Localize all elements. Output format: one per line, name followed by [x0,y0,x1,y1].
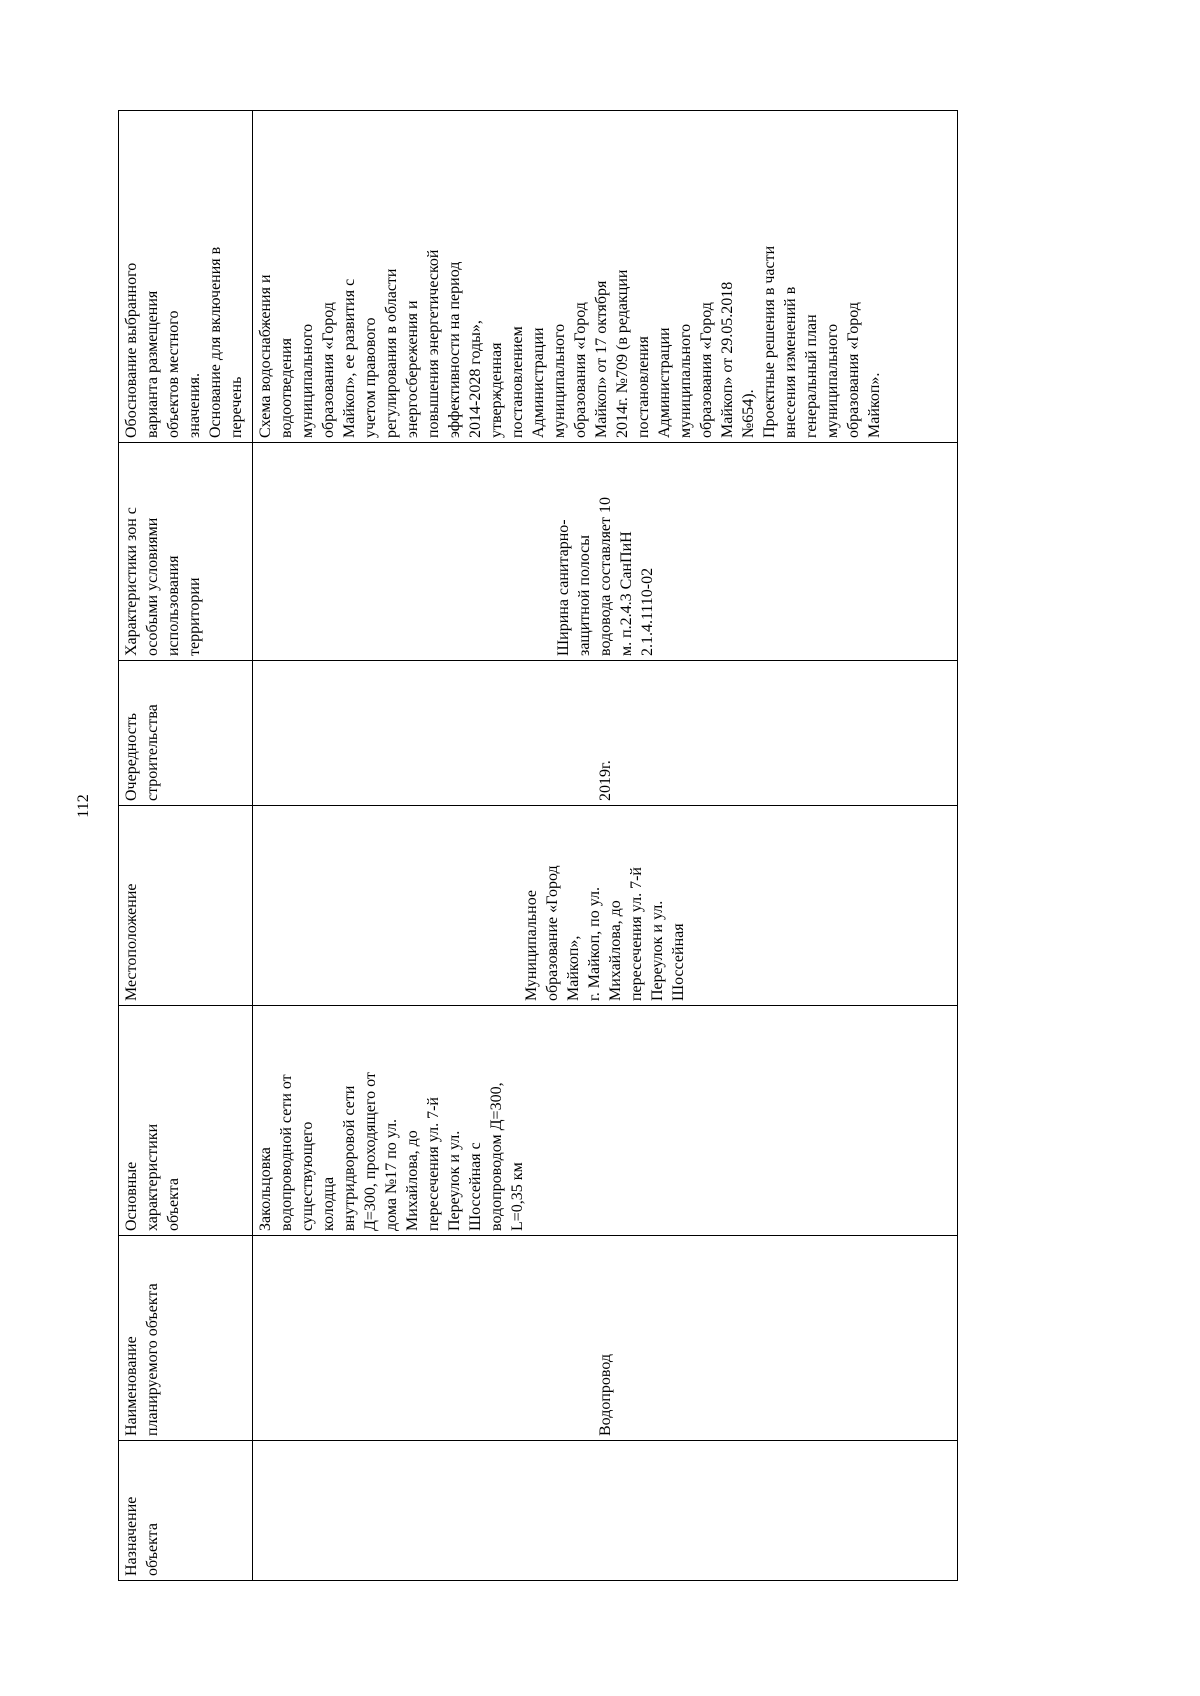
table-row [253,111,958,1581]
page-number: 112 [75,794,92,818]
header-main-characteristics: Основные характеристики объекта [119,1006,253,1236]
rotated-table-container [118,111,958,1581]
header-justification: Обоснование выбранного варианта размещения объектов местного значения. Основание для включения в перечень [119,111,253,443]
cell-object-name: Водопровод [253,1236,958,1441]
planned-objects-table [118,110,958,1581]
header-object-name: Наименование планируемого объекта [119,1236,253,1441]
cell-justification: Схема водоснабжения и водоотведения муниципального образования «Город Майкоп», ее развития с учетом правового регулирования в области энергосбережения и повышения энергетической эффективности на период 2014-2028 годы», утвержденная постановлением Администрации муниципального образования «Город Майкоп» от 17 октября 2014г. №709 (в редакции постановления Администрации муниципального образования «Город Майкоп» от 29.05.2018 №654). Проектные решения в части внесения изменений в генеральный план муниципального образования «Город Майкоп». [253,111,958,443]
cell-location: Муниципальное образование «Город Майкоп», г. Майкоп, по ул. Михайлова, до пересечения ул. 7-й Переулок и ул. Шоссейная [253,806,958,1006]
table-header-row [119,111,253,1581]
header-construction-order: Очередность строительства [119,661,253,806]
cell-purpose [253,1441,958,1581]
header-location: Местоположение [119,806,253,1006]
cell-special-zones: Ширина санитарно- защитной полосы водовода составляет 10 м. п.2.4.3 СанПиН 2.1.4.1110-02 [253,443,958,661]
cell-characteristics: Закольцовка водопроводной сети от существующего колодца внутридворовой сети Д=300, проходящего от дома №17 по ул. Михайлова, до пересечения ул. 7-й Переулок и ул. Шоссейная с водопроводом Д=300, L=0,35 км [253,1006,958,1236]
cell-construction-order: 2019г. [253,661,958,806]
header-special-zones: Характеристики зон с особыми условиями использования территории [119,443,253,661]
header-purpose: Назначение объекта [119,1441,253,1581]
